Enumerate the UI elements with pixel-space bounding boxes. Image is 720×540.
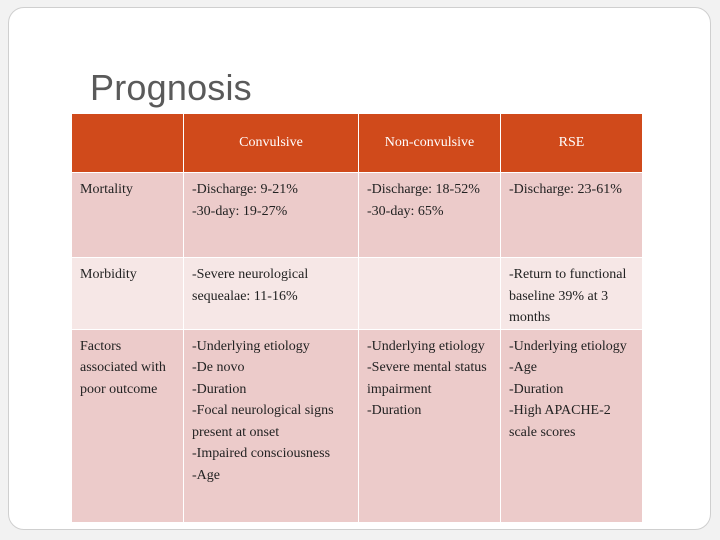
- cell-morbidity-non-convulsive: [359, 258, 501, 330]
- table-row-mortality: [72, 173, 643, 258]
- row-label-factors: Factors associated with poor outcome: [72, 329, 184, 522]
- row-label-morbidity: Morbidity: [72, 258, 184, 330]
- cell-line: -Duration: [367, 403, 422, 418]
- cell-line: -Focal neurological signs present at onset: [192, 403, 334, 440]
- cell-factors-rse: [501, 329, 643, 522]
- cell-mortality-rse: [501, 173, 643, 258]
- cell-line: -Underlying etiology: [367, 338, 485, 354]
- slide-title: Prognosis: [90, 67, 252, 108]
- table-row-morbidity: [72, 258, 643, 330]
- cell-line: -Underlying etiology: [509, 338, 627, 354]
- cell-line: -Return to functional baseline 39% at 3 months: [509, 267, 627, 325]
- cell-line: -De novo: [192, 360, 245, 375]
- cell-line: -Duration: [509, 381, 564, 397]
- cell-line: -Age: [192, 467, 220, 483]
- header-rse: RSE: [501, 114, 643, 173]
- cell-line: -Discharge: 23-61%: [509, 182, 622, 197]
- header-convulsive: Convulsive: [184, 114, 359, 173]
- table-header-row: [72, 114, 643, 173]
- header-non-convulsive: Non-convulsive: [359, 114, 501, 173]
- cell-line: -Age: [509, 360, 537, 375]
- prognosis-table: [71, 113, 643, 523]
- cell-line: -Severe mental status impairment: [367, 360, 487, 397]
- cell-line: -High APACHE-2 scale scores: [509, 403, 611, 440]
- cell-line: -Discharge: 9-21%: [192, 182, 298, 197]
- cell-line: -Severe neurological sequealae: 11-16%: [192, 267, 309, 304]
- cell-line: -Duration: [192, 381, 247, 397]
- header-corner: [72, 114, 184, 173]
- cell-morbidity-rse: [501, 258, 643, 330]
- cell-line: -Underlying etiology: [192, 338, 310, 354]
- cell-line: -Impaired consciousness: [192, 446, 331, 461]
- row-label-mortality: Mortality: [72, 173, 184, 258]
- cell-factors-non-convulsive: [359, 329, 501, 522]
- cell-line: -Discharge: 18-52%: [367, 182, 480, 197]
- cell-line: -30-day: 19-27%: [192, 203, 288, 219]
- cell-line: -30-day: 65%: [367, 203, 444, 219]
- cell-morbidity-convulsive: [184, 258, 359, 330]
- cell-mortality-convulsive: [184, 173, 359, 258]
- table-row-factors: [72, 329, 643, 522]
- cell-factors-convulsive: [184, 329, 359, 522]
- cell-mortality-non-convulsive: [359, 173, 501, 258]
